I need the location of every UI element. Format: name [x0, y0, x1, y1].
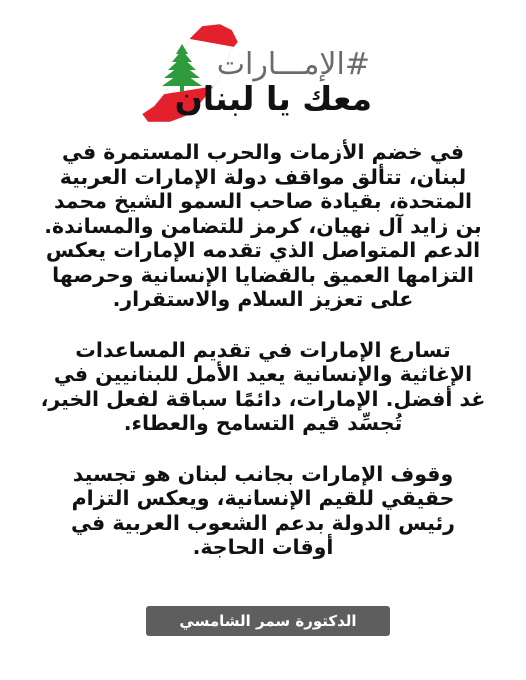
signature-badge — [146, 606, 390, 636]
paragraph-3: وقوف الإمارات بجانب لبنان هو تجسيد حقيقي للقيم الإنسانية، ويعكس التزام رئيس الدولة بدعم الشعوب العربية في أوقات الحاجة. — [71, 461, 455, 559]
header — [0, 0, 526, 128]
paragraph-1: في خضم الأزمات والحرب المستمرة في لبنان، تتألق مواقف دولة الإمارات العربية المتحدة، بقيادة صاحب السمو الشيخ محمد بن زايد آل نهيان، كرمز للتضامن والمساندة. الدعم المتواصل الذي تقدمه الإمارات يعكس التزامها العميق بالقضايا الإنسانية وحرصها على تعزيز السلام والاستقرار. — [44, 140, 482, 311]
article-body — [40, 140, 486, 586]
paragraph-2: تسارع الإمارات في تقديم المساعدات الإغاثية والإنسانية يعيد الأمل للبنانيين في غد أفضل. الإمارات، دائمًا سباقة لفعل الخير، تُجسِّد قيم التسامح والعطاء. — [40, 337, 486, 435]
hashtag: #الإمـــارات — [216, 47, 370, 82]
slogan: معك يا لبنان — [174, 79, 372, 118]
signature-name: الدكتورة سمر الشامسي — [179, 612, 357, 630]
